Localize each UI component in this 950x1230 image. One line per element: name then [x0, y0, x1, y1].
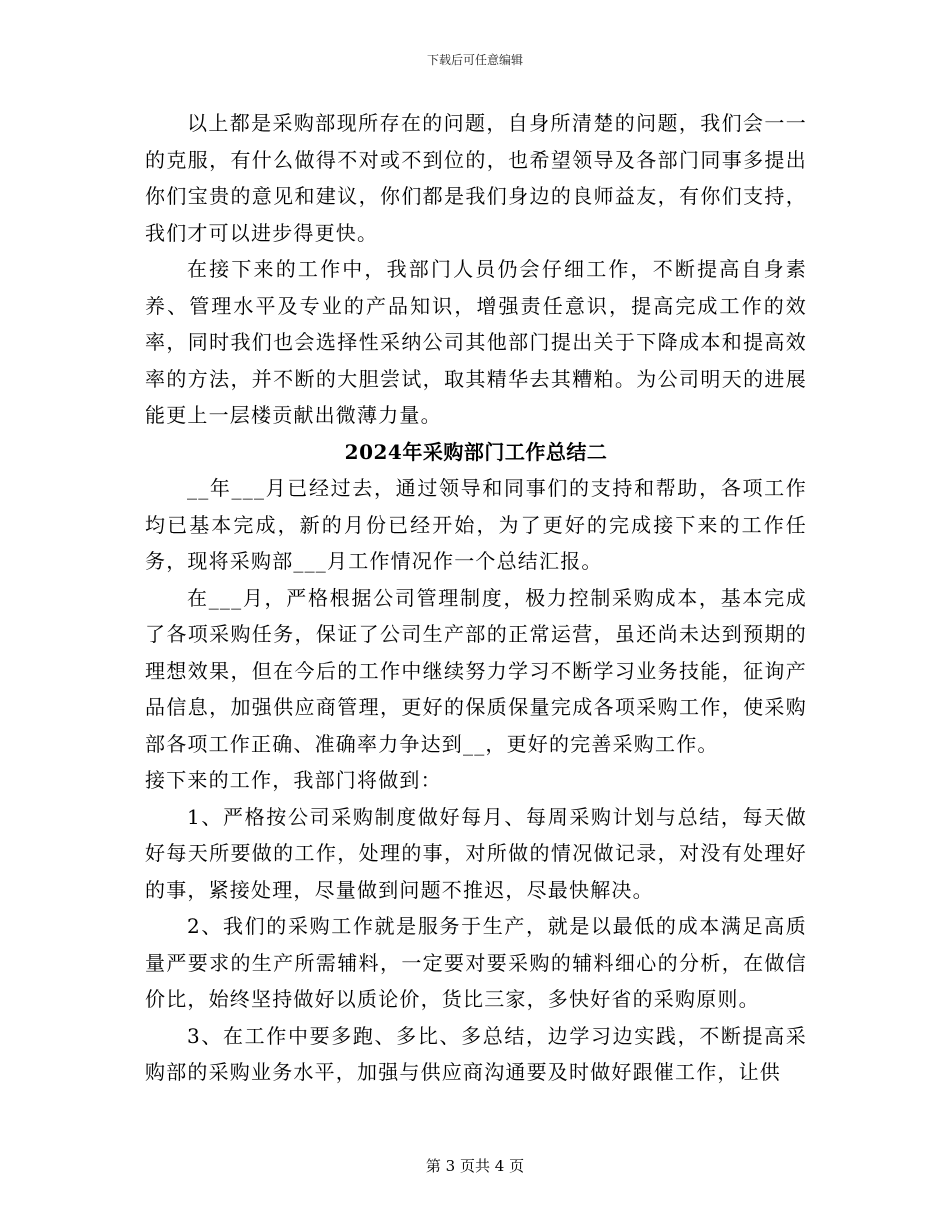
page-footer: 第 3 页共 4 页 — [425, 1157, 525, 1175]
paragraph-4: 在___月，严格根据公司管理制度，极力控制采购成本，基本完成了各项采购任务，保证了公司生产部的正常运营，虽还尚未达到预期的理想效果，但在今后的工作中继续努力学习不断学习业务技能，征询产品信息，加强供应商管理，更好的保质保量完成各项采购工作，使采购部各项工作正确、准确率力争达到__，更好的完善采购工作。 — [145, 585, 807, 756]
list-item-3: 3、在工作中要多跑、多比、多总结，边学习边实践，不断提高采购部的采购业务水平，加强与供应商沟通要及时做好跟催工作，让供 — [145, 1023, 807, 1084]
section-title: 2024年采购部门工作总结二 — [344, 439, 608, 464]
list-item-2: 2、我们的采购工作就是服务于生产，就是以最低的成本满足高质量严要求的生产所需辅料，一定要对要采购的辅料细心的分析，在做信价比，始终坚持做好以质论价，货比三家，多快好省的采购原则。 — [145, 914, 807, 1011]
paragraph-1: 以上都是采购部现所存在的问题，自身所清楚的问题，我们会一一的克服，有什么做得不对或不到位的，也希望领导及各部门同事多提出你们宝贵的意见和建议，你们都是我们身边的良师益友，有你们支持，我们才可以进步得更快。 — [145, 111, 807, 245]
paragraph-5: 接下来的工作，我部门将做到： — [145, 768, 442, 792]
paragraph-2: 在接下来的工作中，我部门人员仍会仔细工作，不断提高自身素养、管理水平及专业的产品知识，增强责任意识，提高完成工作的效率，同时我们也会选择性采纳公司其他部门提出关于下降成本和提高效率的方法，并不断的大胆尝试，取其精华去其糟粕。为公司明天的进展能更上一层楼贡献出微薄力量。 — [145, 257, 807, 427]
list-item-1: 1、严格按公司采购制度做好每月、每周采购计划与总结，每天做好每天所要做的工作，处理的事，对所做的情况做记录，对没有处理好的事，紧接处理，尽量做到问题不推迟，尽最快解决。 — [145, 804, 807, 902]
page-header: 下载后可任意编辑 — [426, 53, 523, 67]
document-body — [145, 105, 807, 1091]
paragraph-3: __年___月已经过去，通过领导和同事们的支持和帮助，各项工作均已基本完成，新的月份已经开始，为了更好的完成接下来的工作任务，现将采购部___月工作情况作一个总结汇报。 — [145, 476, 807, 573]
